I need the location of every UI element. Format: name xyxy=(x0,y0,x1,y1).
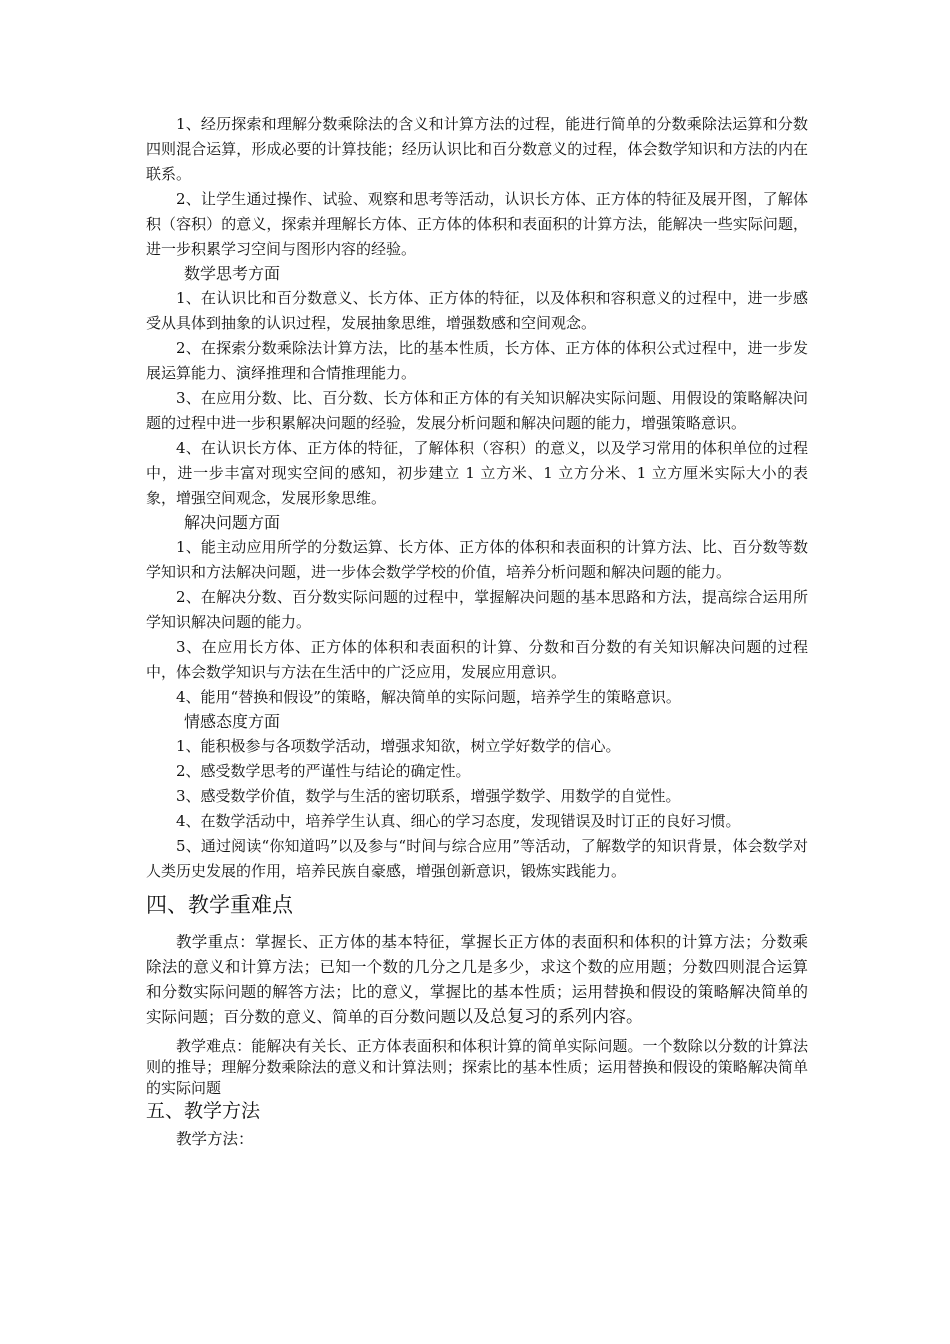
solving-item-1: 1、能主动应用所学的分数运算、长方体、正方体的体积和表面积的计算方法、比、百分数等数学知识和方法解决问题，进一步体会数学学校的价值，培养分析问题和解决问题的能力。 xyxy=(146,538,808,581)
thinking-item-1: 1、在认识比和百分数意义、长方体、正方体的特征，以及体积和容积意义的过程中，进一步感受从具体到抽象的认识过程，发展抽象思维，增强数感和空间观念。 xyxy=(146,289,808,332)
subheading-emotion-attitude: 情感态度方面 xyxy=(184,712,281,731)
key-points-text: 教学重点：掌握长、正方体的基本特征，掌握长正方体的表面积和体积的计算方法；分数乘除法的意义和计算方法；已知一个数的几分之几是多少，求这个数的应用题；分数四则混合运算和分数实际问题的解答方法；比的意义，掌握比的基本性质；运用替换和假设的策略解决简单的实际问题；百分数的意义、简单的百分数问题 xyxy=(146,933,808,1026)
thinking-item-2: 2、在探索分数乘除法计算方法，比的基本性质，长方体、正方体的体积公式过程中，进一步发展运算能力、演绎推理和合情推理能力。 xyxy=(146,339,808,382)
goal-paragraph-2: 2、让学生通过操作、试验、观察和思考等活动，认识长方体、正方体的特征及展开图，了解体积（容积）的意义，探索并理解长方体、正方体的体积和表面积的计算方法，能解决一些实际问题，进一步积累学习空间与图形内容的经验。 xyxy=(146,190,808,258)
section-4-heading: 四、教学重难点 xyxy=(146,893,293,917)
method-label: 教学方法： xyxy=(176,1130,254,1148)
document-page xyxy=(146,112,808,1152)
key-points-paragraph xyxy=(146,930,808,1030)
thinking-item-4: 4、在认识长方体、正方体的特征，了解体积（容积）的意义，以及学习常用的体积单位的过程中，进一步丰富对现实空间的感知，初步建立 1 立方米、1 立方分米、1 立方厘米实际大小的表象，增强空间观念，发展形象思维。 xyxy=(146,439,808,507)
solving-item-3: 3、在应用长方体、正方体的体积和表面积的计算、分数和百分数的有关知识解决问题的过程中，体会数学知识与方法在生活中的广泛应用，发展应用意识。 xyxy=(146,638,808,681)
thinking-item-3: 3、在应用分数、比、百分数、长方体和正方体的有关知识解决实际问题、用假设的策略解决问题的过程中进一步积累解决问题的经验，发展分析问题和解决问题的能力，增强策略意识。 xyxy=(146,389,808,432)
subheading-problem-solving: 解决问题方面 xyxy=(184,513,281,532)
emotion-item-2: 2、感受数学思考的严谨性与结论的确定性。 xyxy=(176,762,471,780)
key-points-tail: 以及总复习的系列内容。 xyxy=(456,1007,644,1027)
goal-paragraph-1: 1、经历探索和理解分数乘除法的含义和计算方法的过程，能进行简单的分数乘除法运算和分数四则混合运算，形成必要的计算技能；经历认识比和百分数意义的过程，体会数学知识和方法的内在联系。 xyxy=(146,115,808,183)
emotion-item-4: 4、在数学活动中，培养学生认真、细心的学习态度，发现错误及时订正的良好习惯。 xyxy=(176,812,741,830)
section-5-heading: 五、教学方法 xyxy=(146,1100,261,1122)
subheading-math-thinking: 数学思考方面 xyxy=(184,264,281,283)
emotion-item-5: 5、通过阅读“你知道吗”以及参与“时间与综合应用”等活动，了解数学的知识背景，体会数学对人类历史发展的作用，培养民族自豪感，增强创新意识，锻炼实践能力。 xyxy=(146,837,808,880)
solving-item-4: 4、能用“替换和假设”的策略，解决简单的实际问题，培养学生的策略意识。 xyxy=(176,688,681,706)
solving-item-2: 2、在解决分数、百分数实际问题的过程中，掌握解决问题的基本思路和方法，提高综合运用所学知识解决问题的能力。 xyxy=(146,588,808,631)
difficult-points-paragraph: 教学难点：能解决有关长、正方体表面积和体积计算的简单实际问题。一个数除以分数的计算法则的推导；理解分数乘除法的意义和计算法则；探索比的基本性质；运用替换和假设的策略解决简单的实际问题 xyxy=(146,1037,808,1097)
emotion-item-1: 1、能积极参与各项数学活动，增强求知欲，树立学好数学的信心。 xyxy=(176,737,621,755)
emotion-item-3: 3、感受数学价值，数学与生活的密切联系，增强学数学、用数学的自觉性。 xyxy=(176,787,681,805)
